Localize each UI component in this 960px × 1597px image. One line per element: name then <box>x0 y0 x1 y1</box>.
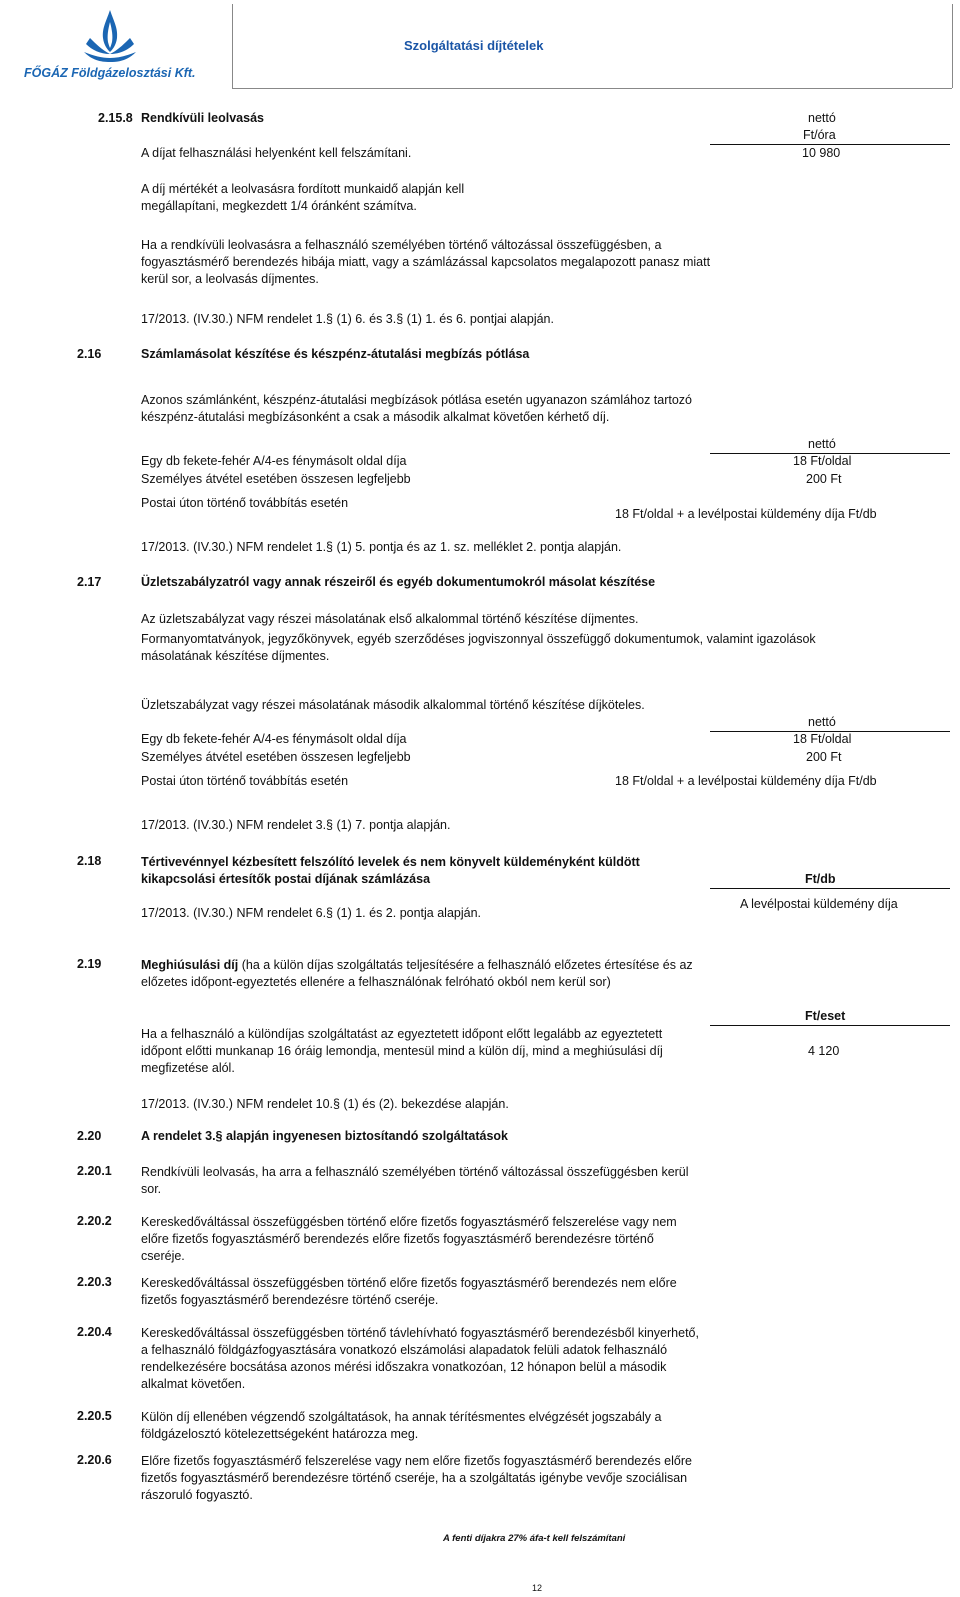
section-number: 2.16 <box>77 347 102 361</box>
section-number: 2.19 <box>77 957 102 971</box>
paragraph: Formanyomtatványok, jegyzőkönyvek, egyéb szerződéses jogviszonnyal összefüggő dokumentumok, valamint igazolások másolatának készítése díjmentes. <box>141 632 816 663</box>
column-rule <box>710 144 950 145</box>
fee-value: 4 120 <box>808 1044 840 1058</box>
subsection-text: Kereskedőváltással összefüggésben történő távlehívható fogyasztásmérő berendezésből kinyerhető, a felhasználó földgázfogyasztására vonatkozó elszámolási alapadatok felüli adatok felhasználó rendelkezésére bocsátása azonos mérési időszakra vonatkozóan, 12 hónapon belül a második alkalmat követően. <box>141 1326 699 1391</box>
section-title: Számlamásolat készítése és készpénz-átutalási megbízás pótlása <box>141 347 530 361</box>
section-title-bold: Meghiúsulási díj <box>141 958 239 972</box>
fee-value: 200 Ft <box>806 750 842 764</box>
section-number: 2.18 <box>77 854 102 868</box>
legal-reference: 17/2013. (IV.30.) NFM rendelet 10.§ (1) és (2). bekezdése alapján. <box>141 1097 509 1111</box>
subsection-number: 2.20.6 <box>77 1453 112 1467</box>
section-title <box>141 957 701 991</box>
section-title: A rendelet 3.§ alapján ingyenesen biztosítandó szolgáltatások <box>141 1129 508 1143</box>
company-name: FŐGÁZ Földgázelosztási Kft. <box>24 66 196 80</box>
section-number: 2.17 <box>77 575 102 589</box>
column-header-netto: nettó <box>808 715 836 729</box>
flame-logo-icon <box>80 8 140 64</box>
section-title: Rendkívüli leolvasás <box>141 111 264 125</box>
footer-note: A fenti díjakra 27% áfa-t kell felszámítani <box>443 1533 626 1544</box>
legal-reference: 17/2013. (IV.30.) NFM rendelet 1.§ (1) 5. pontja és az 1. sz. melléklet 2. pontja alapján. <box>141 540 622 554</box>
column-header-netto: nettó <box>808 111 836 125</box>
subsection-text: Kereskedőváltással összefüggésben történő előre fizetős fogyasztásmérő felszerelése vagy nem előre fizetős fogyasztásmérő berendezés előre fizetős fogyasztásmérő berendezésre történő cseréje. <box>141 1215 677 1263</box>
paragraph: Ha a felhasználó a különdíjas szolgáltatást az egyeztetett időpont előtt legalább az egyeztetett időpont előtti munkanap 16 óráig lemondja, mentesül mind a külön díj, mind a meghiúsulási díj megfizetése alól. <box>141 1027 663 1075</box>
paragraph: Ha a rendkívüli leolvasásra a felhasználó személyében történő változással összefüggésben, a fogyasztásmérő berendezés hibája miatt, vagy a számlázással kapcsolatos megalapozott panasz miatt kerül sor, a leolvasás díjmentes. <box>141 238 711 286</box>
company-logo <box>4 6 222 86</box>
paragraph: A díjat felhasználási helyenként kell felszámítani. <box>141 146 412 160</box>
price-value: 10 980 <box>802 146 841 160</box>
subsection-number: 2.20.5 <box>77 1409 112 1423</box>
fee-label: Személyes átvétel esetében összesen legfeljebb <box>141 750 411 764</box>
paragraph: Üzletszabályzat vagy részei másolatának második alkalommal történő készítése díjköteles. <box>141 698 645 712</box>
header-rule <box>232 88 952 89</box>
subsection-number: 2.20.2 <box>77 1214 112 1228</box>
header-divider <box>232 4 233 88</box>
fee-value: 200 Ft <box>806 472 842 486</box>
fee-label: Egy db fekete-fehér A/4-es fénymásolt oldal díja <box>141 454 407 468</box>
fee-label: Személyes átvétel esetében összesen legfeljebb <box>141 472 411 486</box>
paragraph: A díj mértékét a leolvasásra fordított munkaidő alapján kell megállapítani, megkezdett 1/4 óránként számítva. <box>141 182 465 213</box>
paragraph: Az üzletszabályzat vagy részei másolatának első alkalommal történő készítése díjmentes. <box>141 612 639 626</box>
section-title: Üzletszabályzatról vagy annak részeiről és egyéb dokumentumokról másolat készítése <box>141 575 656 589</box>
page-title: Szolgáltatási díjtételek <box>404 38 544 53</box>
fee-value: 18 Ft/oldal + a levélpostai küldemény díja Ft/db <box>615 507 877 521</box>
column-header-netto: nettó <box>808 437 836 451</box>
fee-label: Egy db fekete-fehér A/4-es fénymásolt oldal díja <box>141 732 407 746</box>
fee-value: 18 Ft/oldal <box>793 732 852 746</box>
fee-value: 18 Ft/oldal <box>793 454 852 468</box>
section-number: 2.20 <box>77 1129 102 1143</box>
subsection-text: Külön díj ellenében végzendő szolgáltatások, ha annak térítésmentes elvégzését jogszabály a földgázelosztó kötelezettségeként határozza meg. <box>141 1410 662 1441</box>
column-rule <box>710 888 950 889</box>
page-number: 12 <box>532 1583 543 1593</box>
fee-value: A levélpostai küldemény díja <box>740 897 898 911</box>
legal-reference: 17/2013. (IV.30.) NFM rendelet 3.§ (1) 7. pontja alapján. <box>141 818 451 832</box>
column-header-unit: Ft/db <box>805 872 836 886</box>
header-divider-right <box>952 4 953 88</box>
legal-reference: 17/2013. (IV.30.) NFM rendelet 6.§ (1) 1. és 2. pontja alapján. <box>141 906 482 920</box>
subsection-text: Rendkívüli leolvasás, ha arra a felhasználó személyében történő változással összefüggésben kerül sor. <box>141 1165 689 1196</box>
legal-reference: 17/2013. (IV.30.) NFM rendelet 1.§ (1) 6. és 3.§ (1) 1. és 6. pontjai alapján. <box>141 312 554 326</box>
column-header-unit: Ft/eset <box>805 1009 846 1023</box>
section-title-rest: (ha a külön díjas szolgáltatás teljesítésére a felhasználó előzetes értesítése és az előzetes időpont-egyeztetés ellenére a felhasználónak felróható okból nem kerül sor) <box>141 958 693 989</box>
column-header-unit: Ft/óra <box>803 128 836 142</box>
fee-value: 18 Ft/oldal + a levélpostai küldemény díja Ft/db <box>615 774 877 788</box>
section-number: 2.15.8 <box>98 111 133 125</box>
page-header <box>0 0 960 92</box>
subsection-number: 2.20.4 <box>77 1325 112 1339</box>
subsection-number: 2.20.3 <box>77 1275 112 1289</box>
subsection-text: Előre fizetős fogyasztásmérő felszerelése vagy nem előre fizetős fogyasztásmérő berendezés előre fizetős fogyasztásmérő berendezésre történő cseréje, ha a szolgáltatás igénybe vevője szociálisan rászoruló fogyasztó. <box>141 1454 692 1502</box>
section-title: Tértivevénnyel kézbesített felszólító levelek és nem könyvelt küldeményként küldött kikapcsolási értesítők postai díjának számlázása <box>141 855 640 886</box>
paragraph: Azonos számlánként, készpénz-átutalási megbízások pótlása esetén ugyanazon számlához tartozó készpénz-átutalási megbízásonként a csak a második alkalmat követően kérhető díj. <box>141 393 693 424</box>
column-rule <box>710 1025 950 1026</box>
subsection-text: Kereskedőváltással összefüggésben történő előre fizetős fogyasztásmérő berendezés nem előre fizetős fogyasztásmérő berendezésre történő cseréje. <box>141 1276 677 1307</box>
fee-label: Postai úton történő továbbítás esetén <box>141 496 349 510</box>
fee-label: Postai úton történő továbbítás esetén <box>141 774 349 788</box>
subsection-number: 2.20.1 <box>77 1164 112 1178</box>
